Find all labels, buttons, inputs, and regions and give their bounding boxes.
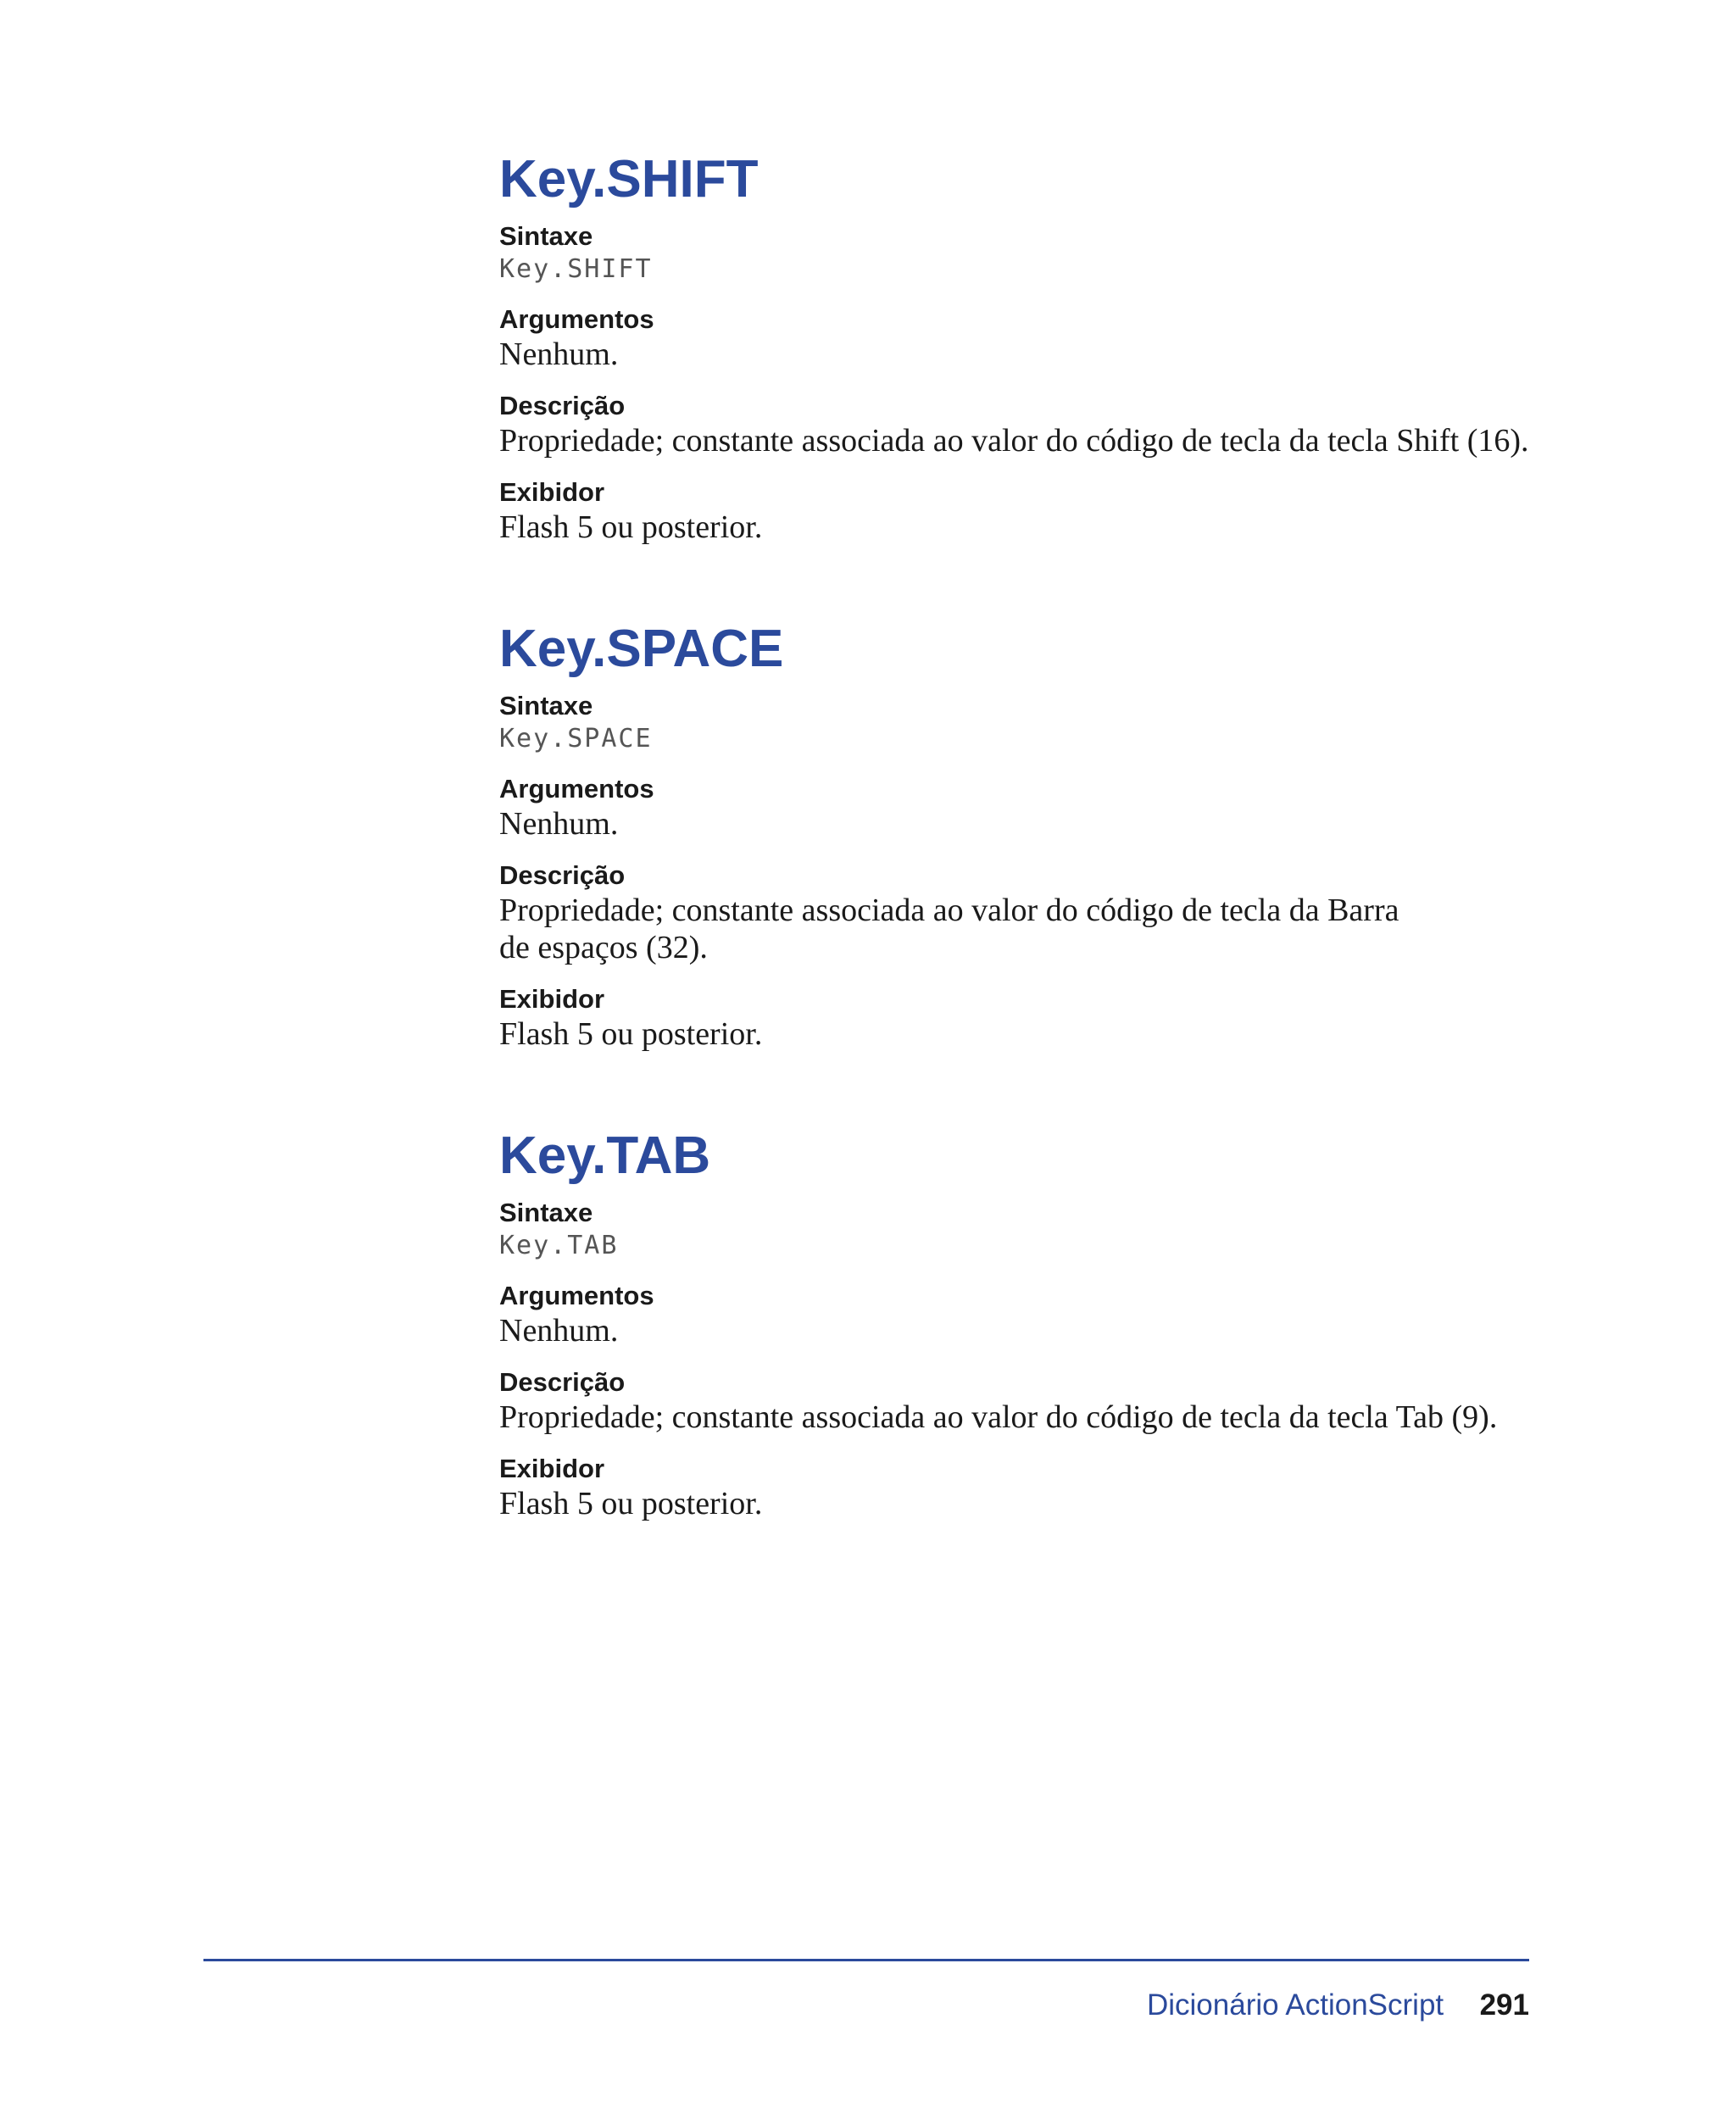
- syntax-label: Sintaxe: [499, 221, 593, 251]
- syntax-section: [499, 1197, 1550, 1263]
- syntax-section: [499, 690, 1550, 756]
- arguments-text: Nenhum.: [499, 806, 619, 842]
- arguments-section: [499, 1280, 1550, 1349]
- page-footer: [1147, 1988, 1529, 2022]
- entry-title: Key.SPACE: [499, 620, 784, 678]
- syntax-label: Sintaxe: [499, 1198, 593, 1227]
- arguments-section: [499, 773, 1550, 843]
- description-label: Descrição: [499, 860, 626, 890]
- player-label: Exibidor: [499, 477, 605, 507]
- entry-title: Key.SHIFT: [499, 150, 759, 209]
- description-label: Descrição: [499, 1367, 626, 1397]
- entry-key-space: [499, 619, 1550, 1053]
- arguments-text: Nenhum.: [499, 1313, 619, 1349]
- player-text: Flash 5 ou posterior.: [499, 509, 763, 545]
- description-text: Propriedade; constante associada ao valor do código de tecla da tecla Shift (16).: [499, 423, 1529, 459]
- player-section: [499, 1453, 1550, 1522]
- description-label: Descrição: [499, 391, 626, 420]
- player-section: [499, 476, 1550, 546]
- player-text: Flash 5 ou posterior.: [499, 1486, 763, 1521]
- syntax-section: [499, 220, 1550, 286]
- player-label: Exibidor: [499, 984, 605, 1014]
- arguments-label: Argumentos: [499, 774, 654, 804]
- arguments-text: Nenhum.: [499, 336, 619, 372]
- syntax-label: Sintaxe: [499, 691, 593, 720]
- description-text: Propriedade; constante associada ao valor do código de tecla da tecla Tab (9).: [499, 1399, 1498, 1435]
- page-number: 291: [1479, 1988, 1529, 2022]
- footer-title: Dicionário ActionScript: [1146, 1988, 1444, 2022]
- description-section: [499, 859, 1550, 966]
- player-section: [499, 983, 1550, 1053]
- description-text: Propriedade; constante associada ao valor do código de tecla da Barra de espaços (32).: [499, 893, 1399, 965]
- footer-rule: [203, 1959, 1529, 1961]
- entry-key-shift: [499, 149, 1550, 546]
- syntax-code: Key.SPACE: [499, 724, 653, 754]
- arguments-section: [499, 303, 1550, 373]
- description-section: [499, 390, 1550, 459]
- arguments-label: Argumentos: [499, 304, 654, 334]
- syntax-code: Key.TAB: [499, 1231, 619, 1260]
- entry-key-tab: [499, 1126, 1550, 1522]
- arguments-label: Argumentos: [499, 1281, 654, 1310]
- player-text: Flash 5 ou posterior.: [499, 1016, 763, 1052]
- entry-title: Key.TAB: [499, 1126, 711, 1185]
- page-content: [499, 149, 1550, 1595]
- player-label: Exibidor: [499, 1454, 605, 1483]
- syntax-code: Key.SHIFT: [499, 254, 653, 284]
- description-section: [499, 1366, 1550, 1436]
